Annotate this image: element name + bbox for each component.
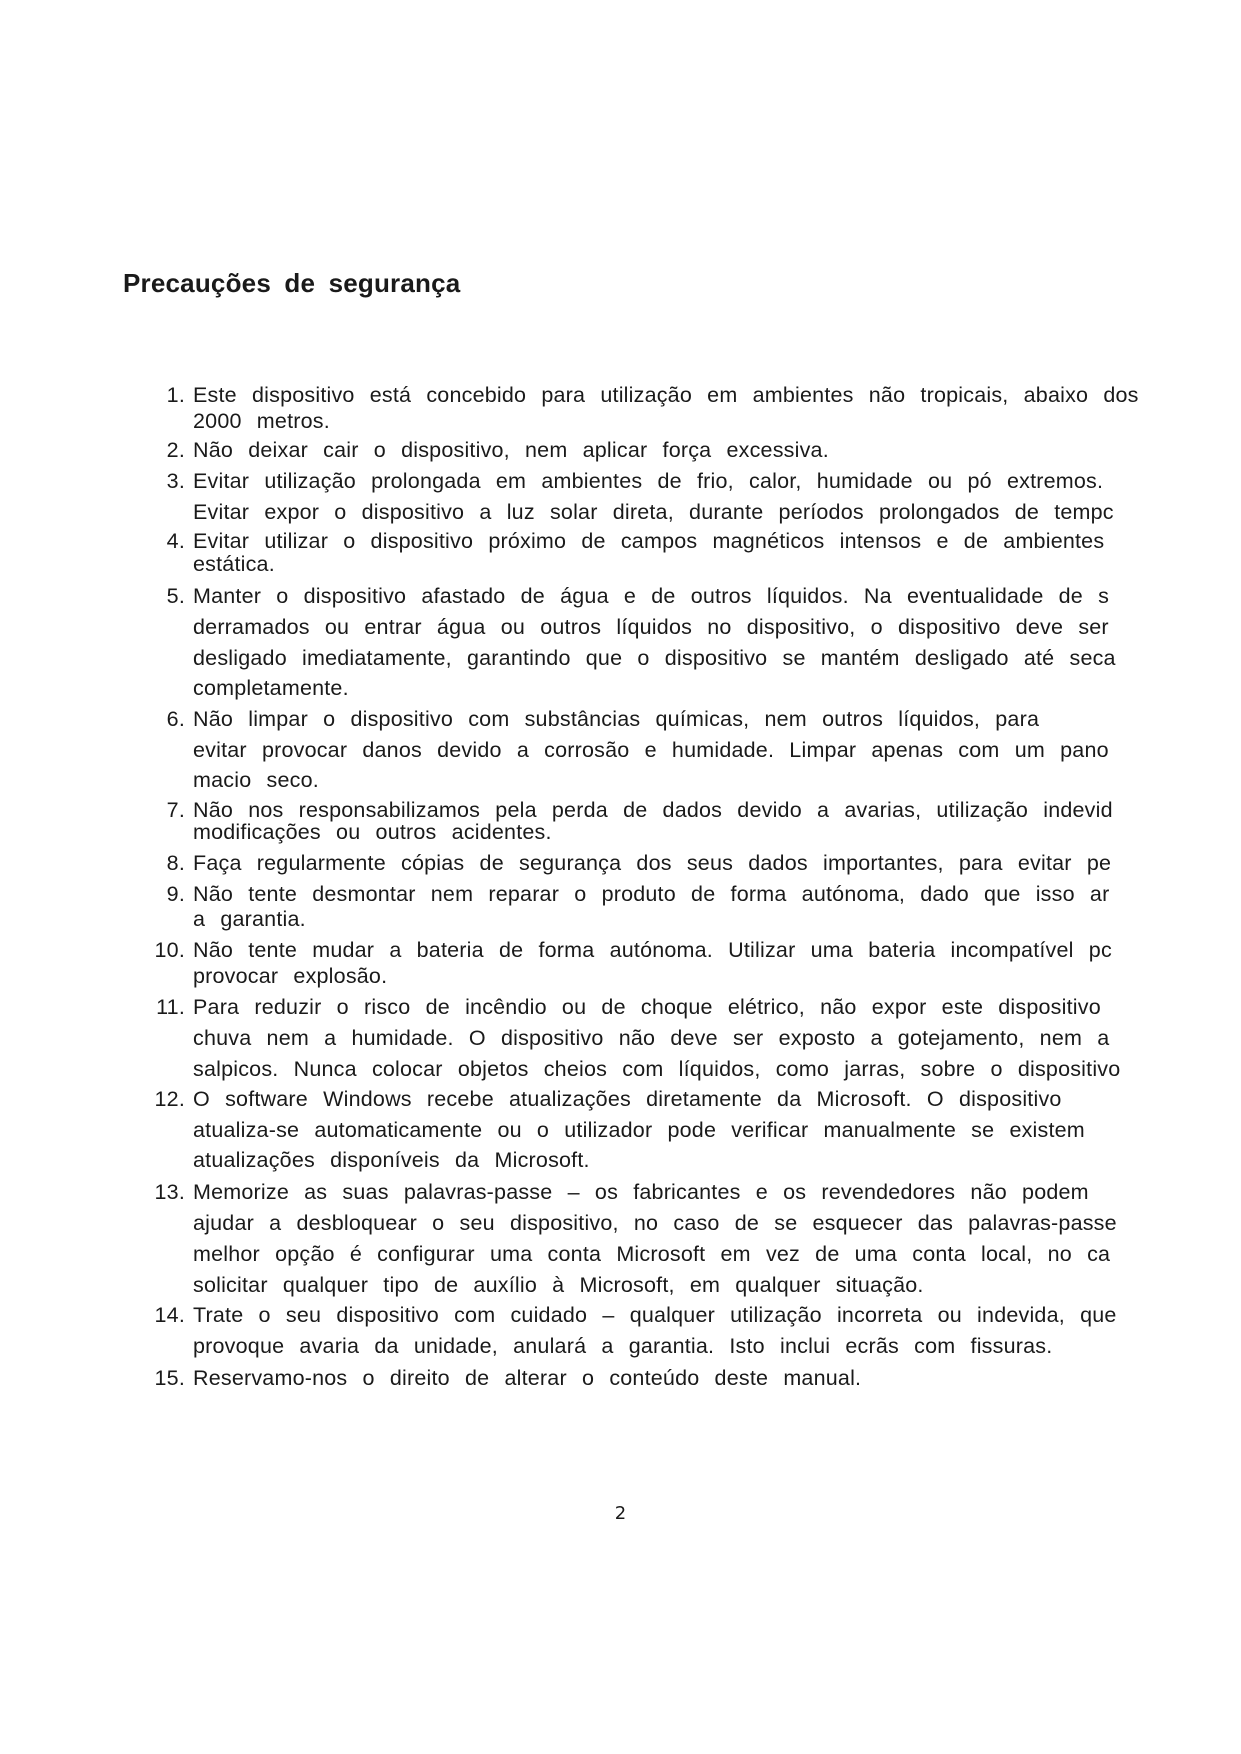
item-text-line: 2000 metros. bbox=[193, 409, 330, 433]
page-number: 2 bbox=[614, 1503, 627, 1524]
item-number: 13. bbox=[154, 1180, 185, 1204]
item-number: 3. bbox=[166, 469, 185, 493]
item-number: 11. bbox=[156, 995, 185, 1019]
list-item-2 bbox=[150, 437, 1210, 463]
item-text-line: completamente. bbox=[193, 676, 349, 700]
item-text-line: Manter o dispositivo afastado de água e de outros líquidos. Na eventualidade de s bbox=[193, 584, 1110, 608]
list-item-11 bbox=[150, 994, 1210, 1020]
item-number: 6. bbox=[166, 707, 185, 731]
item-number: 5. bbox=[166, 584, 185, 608]
item-number: 1. bbox=[166, 383, 185, 407]
item-text-line: Evitar utilizar o dispositivo próximo de campos magnéticos intensos e de ambientes bbox=[193, 529, 1105, 553]
item-number: 9. bbox=[166, 882, 185, 906]
item-text-line: Evitar expor o dispositivo a luz solar direta, durante períodos prolongados de tempc bbox=[193, 500, 1114, 524]
item-text-line: Evitar utilização prolongada em ambientes de frio, calor, humidade ou pó extremos. bbox=[193, 469, 1104, 493]
item-text-line: estática. bbox=[193, 552, 275, 576]
list-item-8 bbox=[150, 850, 1210, 876]
item-text-line: Não limpar o dispositivo com substâncias químicas, nem outros líquidos, para bbox=[193, 707, 1040, 731]
item-text-line: Memorize as suas palavras-passe – os fabricantes e os revendedores não podem bbox=[193, 1180, 1089, 1204]
item-text-line: Faça regularmente cópias de segurança dos seus dados importantes, para evitar pe bbox=[193, 851, 1112, 875]
item-text-line: Não tente desmontar nem reparar o produto de forma autónoma, dado que isso ar bbox=[193, 882, 1110, 906]
item-text-line: a garantia. bbox=[193, 907, 306, 931]
list-item-1 bbox=[150, 382, 1210, 408]
list-item-9 bbox=[150, 881, 1210, 907]
item-text-line: Trate o seu dispositivo com cuidado – qualquer utilização incorreta ou indevida, que bbox=[193, 1303, 1117, 1327]
item-text-line: ajudar a desbloquear o seu dispositivo, no caso de se esquecer das palavras-passe bbox=[193, 1211, 1117, 1235]
item-text-line: chuva nem a humidade. O dispositivo não deve ser exposto a gotejamento, nem a bbox=[193, 1026, 1110, 1050]
item-text-line: salpicos. Nunca colocar objetos cheios com líquidos, como jarras, sobre o dispositivo bbox=[193, 1057, 1121, 1081]
item-text-line: Este dispositivo está concebido para utilização em ambientes não tropicais, abaixo dos bbox=[193, 383, 1139, 407]
item-number: 10. bbox=[154, 938, 185, 962]
item-text-line: provoque avaria da unidade, anulará a garantia. Isto inclui ecrãs com fissuras. bbox=[193, 1334, 1053, 1358]
list-item-3 bbox=[150, 468, 1210, 494]
page-title: Precauções de segurança bbox=[123, 268, 461, 298]
list-item-5 bbox=[150, 583, 1210, 609]
item-text-line: macio seco. bbox=[193, 768, 319, 792]
item-text-line: Para reduzir o risco de incêndio ou de choque elétrico, não expor este dispositivo bbox=[193, 995, 1101, 1019]
item-text-line: Não deixar cair o dispositivo, nem aplicar força excessiva. bbox=[193, 438, 829, 462]
item-number: 14. bbox=[154, 1303, 185, 1327]
item-number: 7. bbox=[166, 798, 185, 822]
list-item-13 bbox=[150, 1179, 1210, 1205]
item-text-line: Reservamo-nos o direito de alterar o conteúdo deste manual. bbox=[193, 1366, 862, 1390]
item-text-line: Não nos responsabilizamos pela perda de dados devido a avarias, utilização indevid bbox=[193, 798, 1113, 822]
item-text-line: solicitar qualquer tipo de auxílio à Microsoft, em qualquer situação. bbox=[193, 1273, 924, 1297]
item-text-line: evitar provocar danos devido a corrosão e humidade. Limpar apenas com um pano bbox=[193, 738, 1109, 762]
list-item-15 bbox=[150, 1365, 1210, 1391]
item-text-line: O software Windows recebe atualizações diretamente da Microsoft. O dispositivo bbox=[193, 1087, 1062, 1111]
item-number: 8. bbox=[166, 851, 185, 875]
item-text-line: desligado imediatamente, garantindo que o dispositivo se mantém desligado até seca bbox=[193, 646, 1116, 670]
item-text-line: atualizações disponíveis da Microsoft. bbox=[193, 1148, 590, 1172]
item-number: 12. bbox=[154, 1087, 185, 1111]
item-number: 15. bbox=[154, 1366, 185, 1390]
item-text-line: modificações ou outros acidentes. bbox=[193, 820, 552, 844]
item-text-line: derramados ou entrar água ou outros líquidos no dispositivo, o dispositivo deve ser bbox=[193, 615, 1109, 639]
list-item-12 bbox=[150, 1086, 1210, 1112]
item-text-line: provocar explosão. bbox=[193, 964, 388, 988]
list-item-6 bbox=[150, 706, 1210, 732]
item-text-line: melhor opção é configurar uma conta Microsoft em vez de uma conta local, no ca bbox=[193, 1242, 1111, 1266]
list-item-14 bbox=[150, 1302, 1210, 1328]
item-number: 4. bbox=[166, 529, 185, 553]
item-number: 2. bbox=[166, 438, 185, 462]
item-text-line: atualiza-se automaticamente ou o utilizador pode verificar manualmente se existem bbox=[193, 1118, 1085, 1142]
safety-precautions-list bbox=[150, 382, 1210, 1442]
item-text-line: Não tente mudar a bateria de forma autónoma. Utilizar uma bateria incompatível pc bbox=[193, 938, 1112, 962]
list-item-10 bbox=[150, 937, 1210, 963]
